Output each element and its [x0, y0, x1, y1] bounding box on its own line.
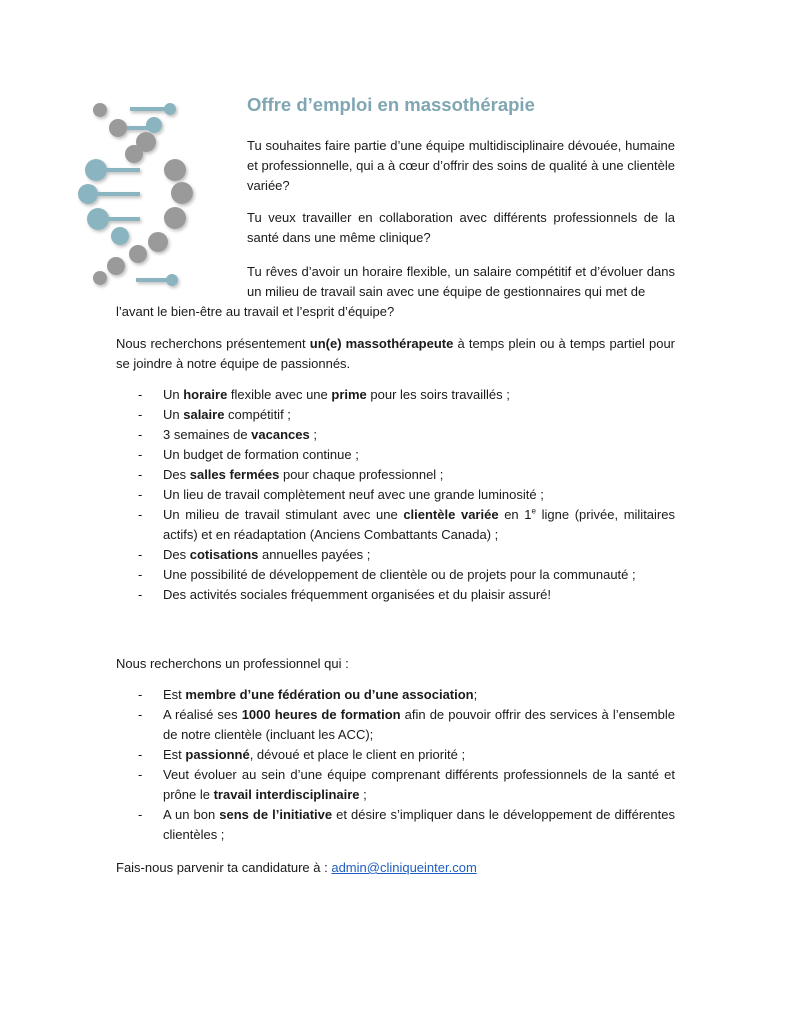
list-item	[138, 465, 675, 485]
position-text-before: Nous recherchons présentement	[116, 336, 310, 351]
list-item-emphasis: 1000 heures de formation	[241, 707, 401, 722]
list-item-text: annuelles payées ;	[258, 547, 371, 562]
list-item	[138, 565, 675, 585]
list-item-text: afin de pouvoir offrir des services à l’ensemble de notre clientèle (incluant les ACC);	[163, 707, 675, 742]
list-bullet: -	[138, 507, 143, 522]
list-bullet: -	[138, 447, 143, 462]
list-item-emphasis: travail interdisciplinaire	[213, 787, 360, 802]
list-item-text: pour les soirs travaillés ;	[366, 387, 510, 402]
list-item-emphasis: salaire	[183, 407, 225, 422]
list-item-text: ligne (privée, militaires actifs) et en réadaptation (Anciens Combattants Canada) ;	[163, 507, 675, 542]
list-item-emphasis: membre d’une fédération ou d’une association	[185, 687, 474, 702]
intro-paragraph-1: Tu souhaites faire partie d’une équipe multidisciplinaire dévouée, humaine et professionnelle, qui a à cœur d’offrir des soins de qualité à une clientèle variée?	[247, 138, 675, 193]
list-item-text: A réalisé ses	[163, 707, 242, 722]
list-item-emphasis: vacances	[251, 427, 310, 442]
position-title: un(e) massothérapeute	[309, 336, 454, 351]
intro-paragraph-2: Tu veux travailler en collaboration avec différents professionnels de la santé dans une même clinique?	[247, 210, 675, 245]
list-item	[138, 765, 675, 805]
list-item-text: Des	[163, 467, 190, 482]
apply-line	[116, 858, 675, 878]
list-bullet: -	[138, 587, 143, 602]
list-bullet: -	[138, 387, 143, 402]
list-item-text: ;	[309, 427, 317, 442]
list-item-text: e	[531, 506, 536, 516]
list-item-text: flexible avec une	[227, 387, 332, 402]
list-item	[138, 685, 675, 705]
benefits-list	[138, 385, 675, 605]
list-item-emphasis: clientèle variée	[403, 507, 499, 522]
list-item-emphasis: salles fermées	[189, 467, 280, 482]
list-item-emphasis: horaire	[183, 387, 228, 402]
list-item-text: Un milieu de travail stimulant avec une	[163, 507, 404, 522]
list-item-emphasis: cotisations	[189, 547, 259, 562]
list-item-emphasis: passionné	[185, 747, 250, 762]
list-item-text: A un bon	[163, 807, 220, 822]
intro-paragraph-3-continued: l’avant le bien-être au travail et l’esprit d’équipe?	[116, 304, 395, 319]
list-item	[138, 445, 675, 465]
list-item	[138, 705, 675, 745]
list-bullet: -	[138, 427, 143, 442]
list-bullet: -	[138, 547, 143, 562]
list-item-text: pour chaque professionnel ;	[279, 467, 444, 482]
list-item-text: Est	[163, 687, 186, 702]
list-item	[138, 745, 675, 765]
requirements-intro: Nous recherchons un professionnel qui :	[116, 656, 349, 671]
position-text-after: à temps plein ou à temps partiel pour se joindre à notre équipe de passionnés.	[116, 336, 675, 371]
list-bullet: -	[138, 487, 143, 502]
intro-paragraph-3: Tu rêves d’avoir un horaire flexible, un salaire compétitif et d’évoluer dans un milieu de travail sain avec une équipe de gestionnaires qui met de	[247, 264, 675, 299]
list-item-emphasis: prime	[331, 387, 367, 402]
list-item-text: Un budget de formation continue ;	[163, 447, 359, 462]
list-bullet: -	[138, 687, 143, 702]
list-item-text: Un	[163, 407, 184, 422]
list-bullet: -	[138, 807, 143, 822]
list-item	[138, 545, 675, 565]
list-item	[138, 405, 675, 425]
list-bullet: -	[138, 567, 143, 582]
list-bullet: -	[138, 707, 143, 722]
list-item-text: Un lieu de travail complètement neuf avec une grande luminosité ;	[163, 487, 544, 502]
page-title: Offre d’emploi en massothérapie	[247, 94, 535, 115]
list-item	[138, 385, 675, 405]
list-item-text: , dévoué et place le client en priorité ;	[249, 747, 466, 762]
list-item-text: ;	[473, 687, 478, 702]
list-item	[138, 425, 675, 445]
list-item-text: Une possibilité de développement de clientèle ou de projets pour la communauté ;	[163, 567, 636, 582]
list-bullet: -	[138, 767, 143, 782]
list-item-text: en 1	[498, 507, 532, 522]
list-item-text: Est	[163, 747, 186, 762]
list-item	[138, 505, 675, 545]
list-item	[138, 485, 675, 505]
apply-label: Fais-nous parvenir ta candidature à :	[116, 860, 332, 875]
position-paragraph	[116, 334, 675, 374]
list-item-text: compétitif ;	[224, 407, 291, 422]
list-item-text: Des activités sociales fréquemment organisées et du plaisir assuré!	[163, 587, 552, 602]
list-item	[138, 805, 675, 845]
list-item-emphasis: sens de l’initiative	[219, 807, 333, 822]
email-link[interactable]: admin@cliniqueinter.com	[331, 860, 477, 875]
list-item-text: ;	[359, 787, 367, 802]
list-bullet: -	[138, 407, 143, 422]
list-item-text: 3 semaines de	[163, 427, 252, 442]
list-item-text: Un	[163, 387, 184, 402]
list-item-text: Des	[163, 547, 190, 562]
list-bullet: -	[138, 747, 143, 762]
requirements-list	[138, 685, 675, 845]
dna-molecule-icon	[74, 96, 204, 292]
list-item	[138, 585, 675, 605]
list-item-text: et désire s’impliquer dans le développement de différentes clientèles ;	[163, 807, 675, 842]
list-item-text: Veut évoluer au sein d’une équipe comprenant différents professionnels de la santé et prône le	[163, 767, 675, 802]
list-bullet: -	[138, 467, 143, 482]
